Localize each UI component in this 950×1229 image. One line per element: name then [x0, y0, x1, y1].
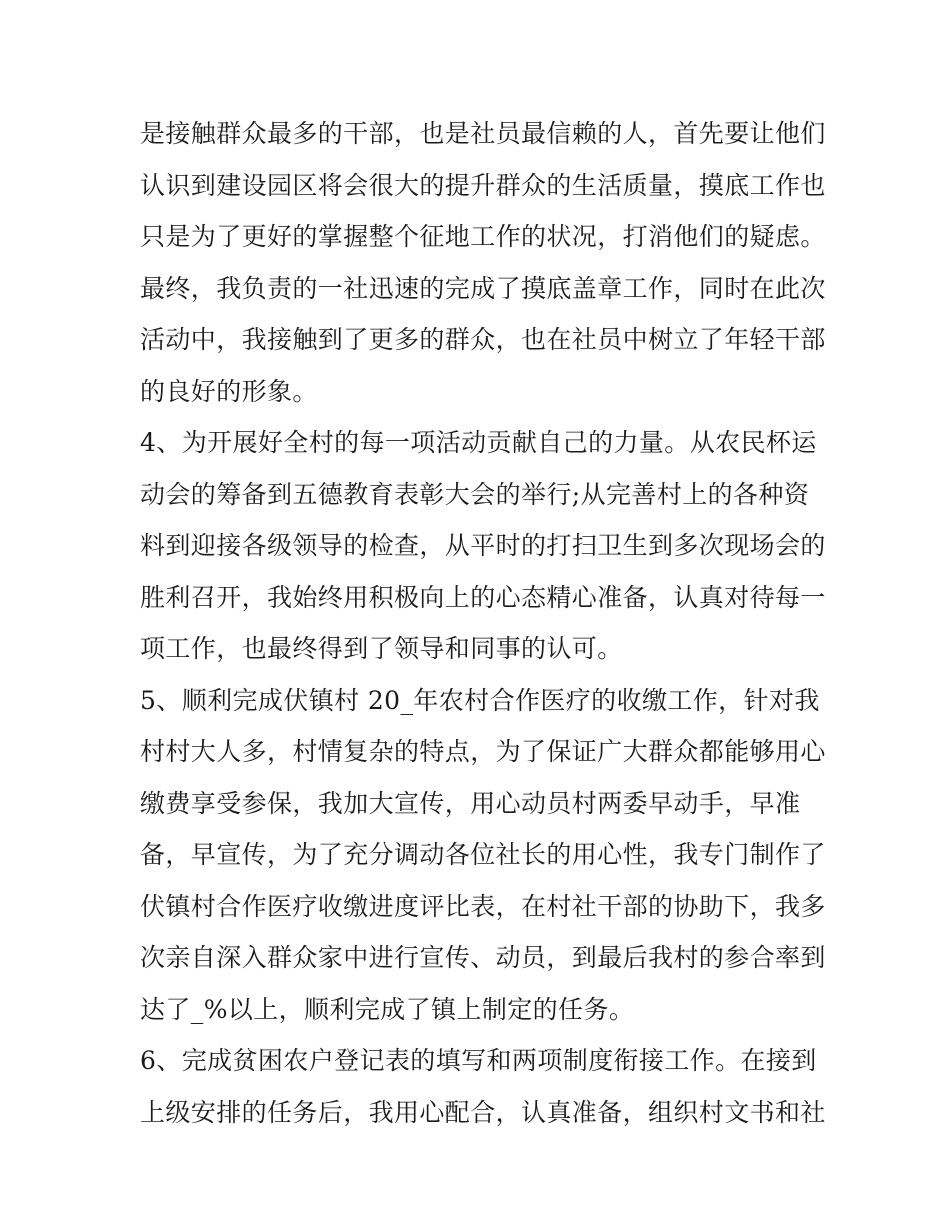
text-line: 村村大人多，村情复杂的特点，为了保证广大群众都能够用心 — [140, 737, 826, 766]
document-body — [140, 108, 826, 1138]
text-line: 最终，我负责的一社迅速的完成了摸底盖章工作，同时在此次 — [140, 273, 826, 303]
text-line: 是接触群众最多的干部，也是社员最信赖的人，首先要让他们 — [140, 119, 826, 148]
text-line: 缴费享受参保，我加大宣传，用心动员村两委早动手，早准 — [140, 788, 801, 818]
text-line: 项工作，也最终得到了领导和同事的认可。 — [140, 634, 623, 663]
text-line: 伏镇村合作医疗收缴进度评比表，在村社干部的协助下，我多 — [140, 891, 826, 921]
text-line: 上级安排的任务后，我用心配合，认真准备，组织村文书和社 — [140, 1097, 826, 1127]
text-line: 的良好的形象。 — [140, 376, 318, 406]
text-line: 次亲自深入群众家中进行宣传、动员，到最后我村的参合率到 — [140, 943, 826, 972]
text-line: 认识到建设园区将会很大的提升群众的生活质量，摸底工作也 — [140, 170, 826, 200]
text-line: 5、顺利完成伏镇村 20_年农村合作医疗的收缴工作，针对我 — [140, 685, 820, 715]
text-line: 胜利召开，我始终用积极向上的心态精心准备，认真对待每一 — [140, 582, 826, 612]
text-line: 活动中，我接触到了更多的群众，也在社员中树立了年轻干部 — [140, 325, 826, 354]
text-line: 达了_%以上，顺利完成了镇上制定的任务。 — [140, 994, 635, 1024]
text-line: 备，早宣传，为了充分调动各位社长的用心性，我专门制作了 — [140, 840, 826, 869]
text-line: 6、完成贫困农户登记表的填写和两项制度衔接工作。在接到 — [140, 1046, 817, 1075]
text-line: 动会的筹备到五德教育表彰大会的举行;从完善村上的各种资 — [140, 479, 810, 509]
text-line: 只是为了更好的掌握整个征地工作的状况，打消他们的疑虑。 — [140, 222, 826, 251]
text-line: 料到迎接各级领导的检查，从平时的打扫卫生到多次现场会的 — [140, 531, 826, 560]
text-line: 4、为开展好全村的每一项活动贡献自己的力量。从农民杯运 — [140, 428, 817, 457]
